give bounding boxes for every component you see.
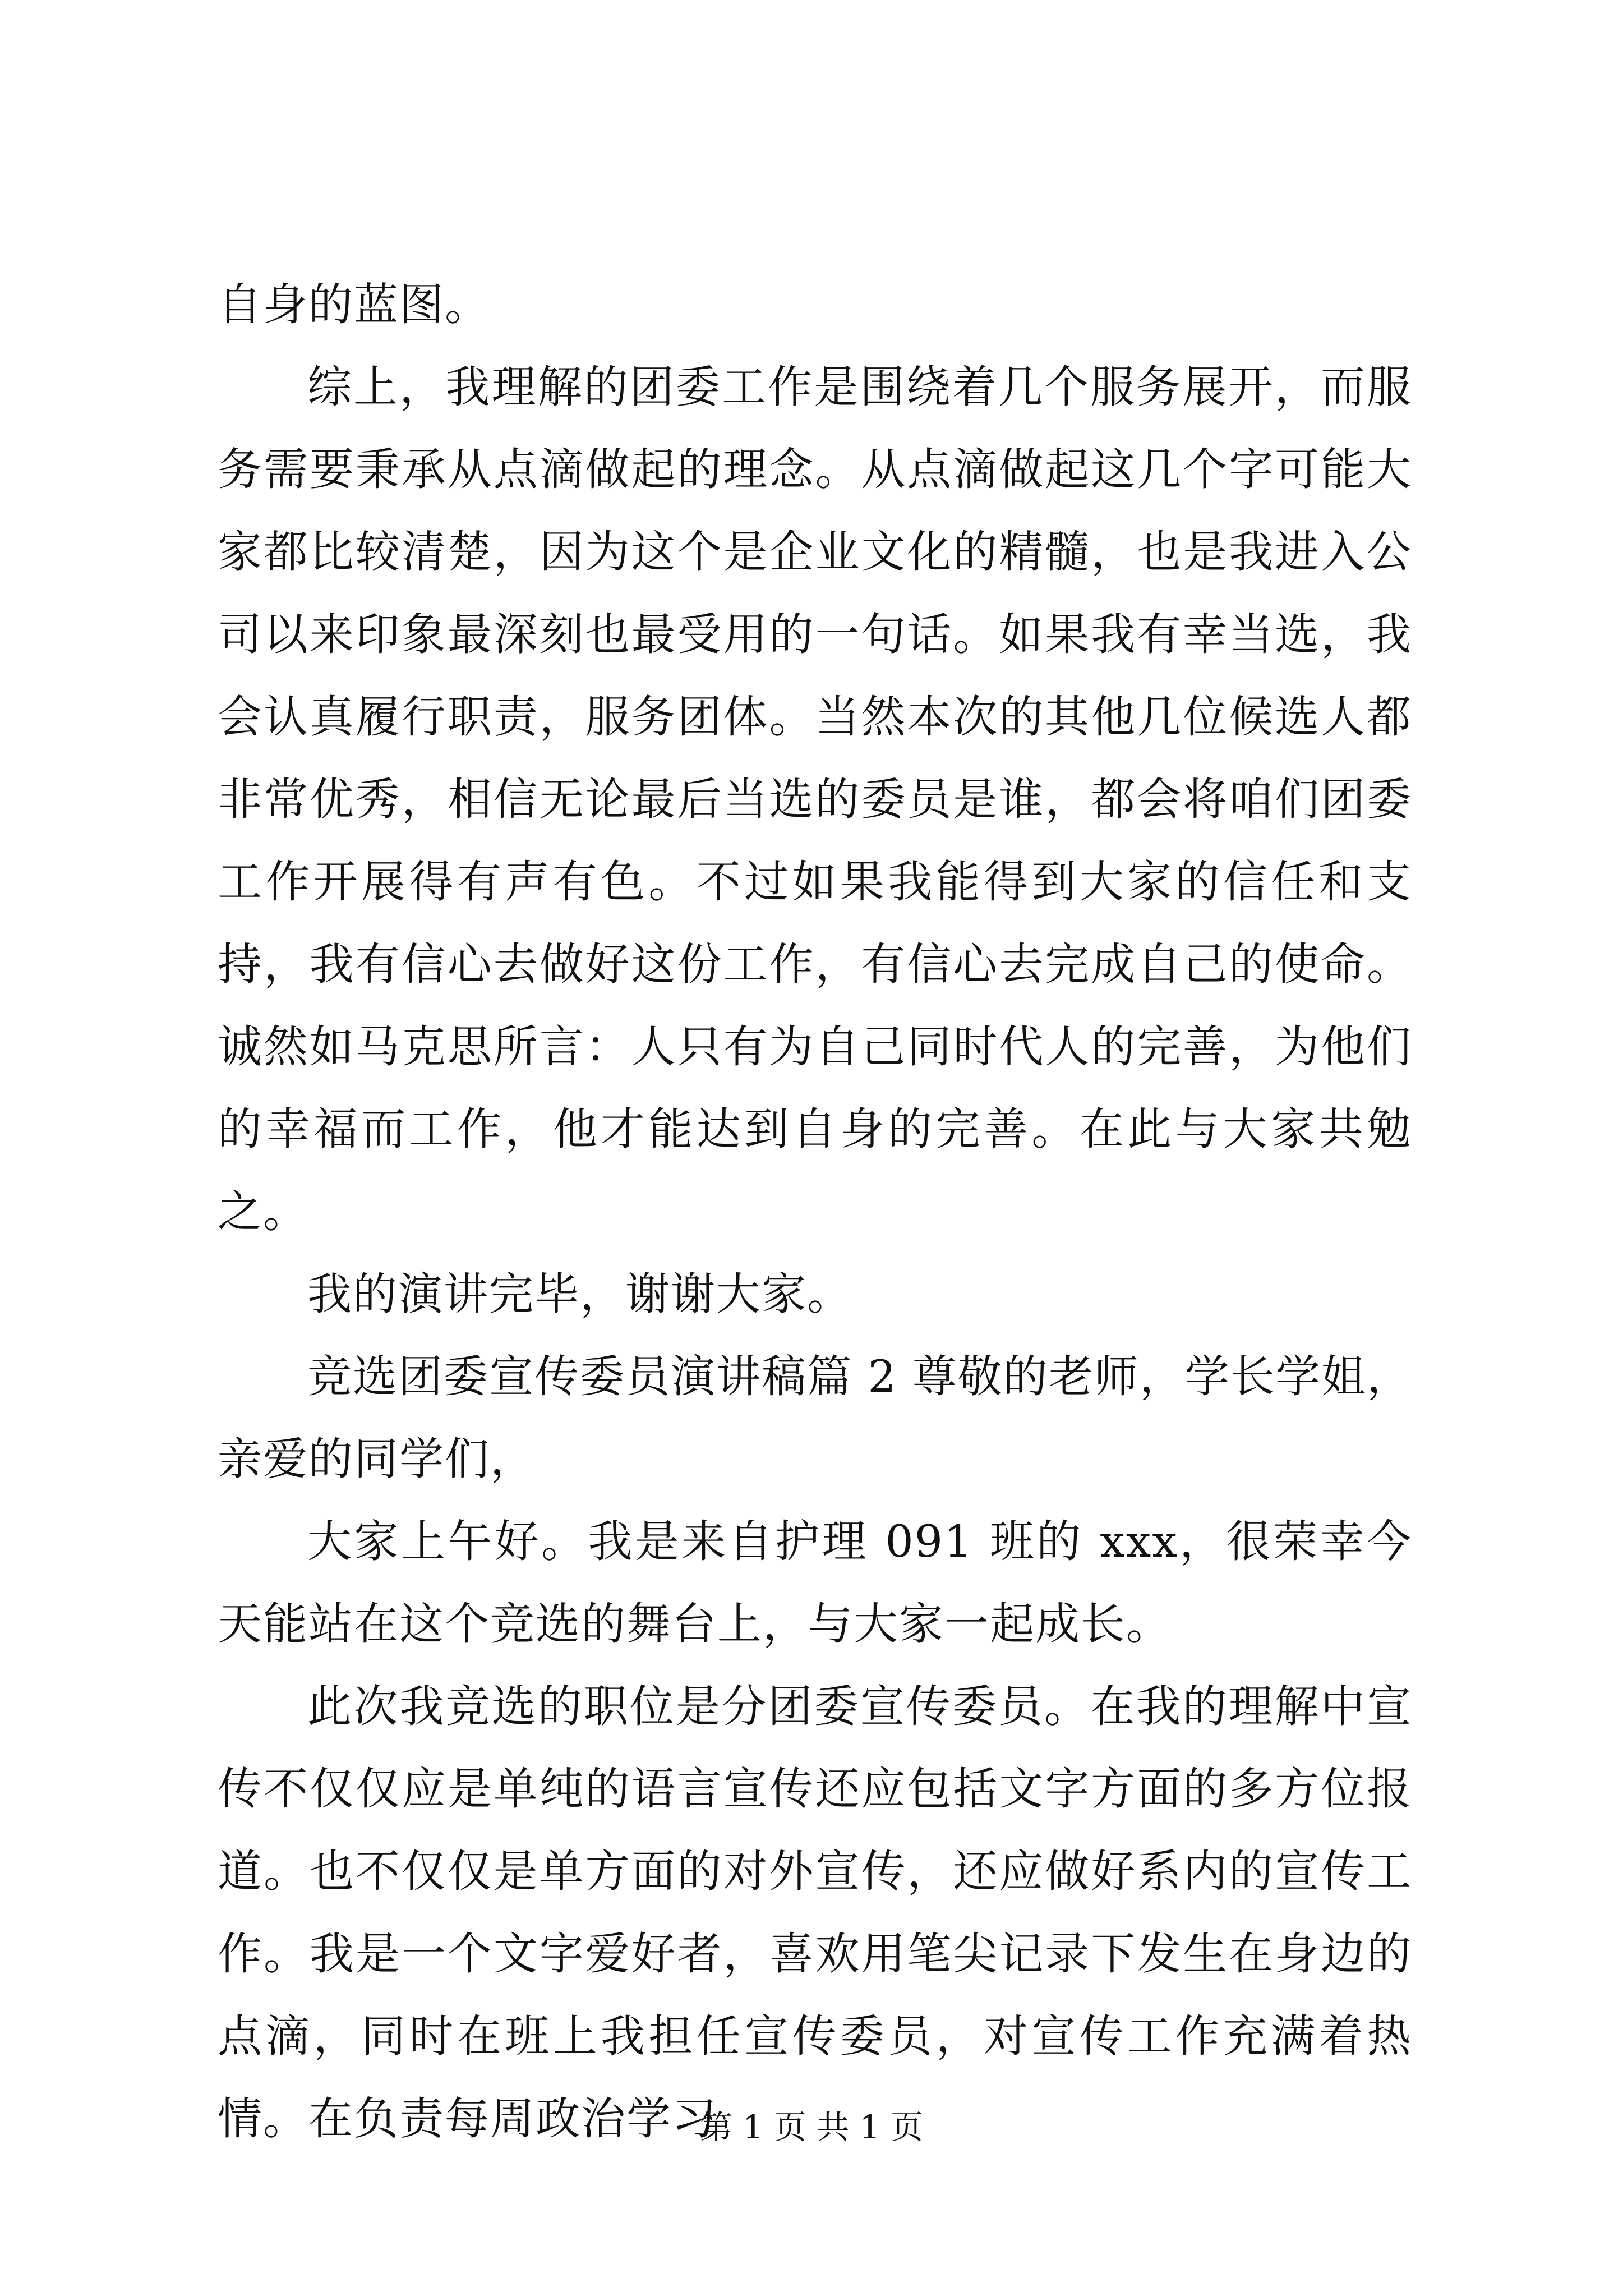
paragraph-1: 自身的蓝图。 [218,279,490,330]
paragraph-6: 此次我竞选的职位是分团委宣传委员。在我的理解中宣传不仅仅应是单纯的语言宣传还应包括文字方面的多方位报道。也不仅仅是单方面的对外宣传，还应做好系内的宣传工作。我是一个文字爱好者，喜欢用笔尖记录下发生在身边的点滴，同时在班上我担任宣传委员，对宣传工作充满着热情。在负责每周政治学习 [218,1681,1412,2145]
document-body [218,264,1412,2160]
page-footer: 第 1 页 共 1 页 [700,2108,923,2146]
paragraph-4: 竞选团委宣传委员演讲稿篇 2 尊敬的老师，学长学姐，亲爱的同学们， [218,1351,1412,1485]
paragraph-2: 综上，我理解的团委工作是围绕着几个服务展开，而服务需要秉承从点滴做起的理念。从点滴做起这几个字可能大家都比较清楚，因为这个是企业文化的精髓，也是我进入公司以来印象最深刻也最受用的一句话。如果我有幸当选，我会认真履行职责，服务团体。当然本次的其他几位候选人都非常优秀，相信无论最后当选的委员是谁，都会将咱们团委工作开展得有声有色。不过如果我能得到大家的信任和支持，我有信心去做好这份工作，有信心去完成自己的使命。诚然如马克思所言：人只有为自己同时代人的完善，为他们的幸福而工作，他才能达到自身的完善。在此与大家共勉之。 [218,361,1412,1237]
paragraph-5: 大家上午好。我是来自护理 091 班的 xxx，很荣幸今天能站在这个竞选的舞台上，与大家一起成长。 [218,1516,1412,1650]
paragraph-3: 我的演讲完毕，谢谢大家。 [307,1268,852,1320]
